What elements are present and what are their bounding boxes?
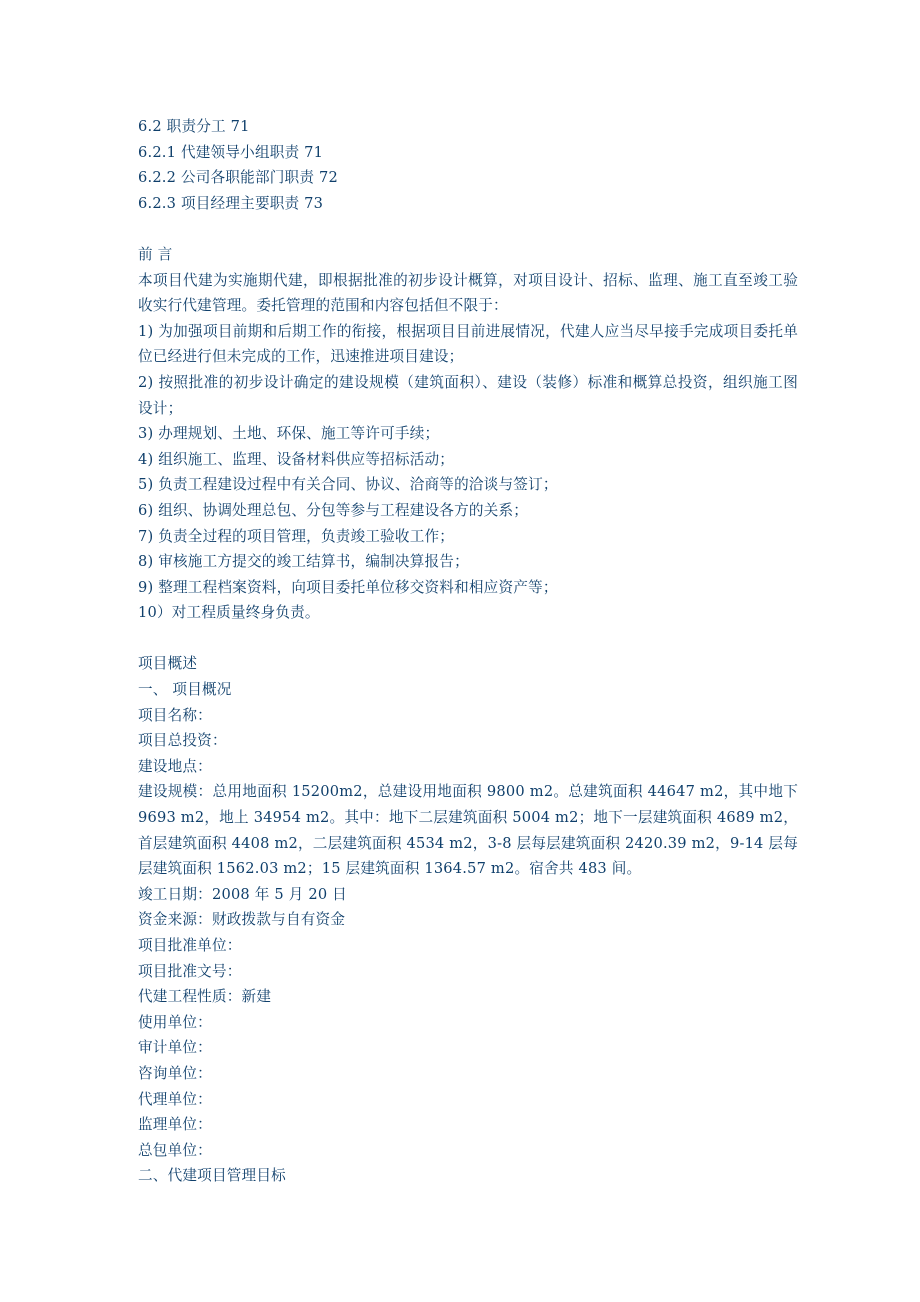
supervision-unit-field: 监理单位： (138, 1116, 212, 1134)
toc-entry[interactable]: 6.2.1 代建领导小组职责 71 (138, 143, 324, 161)
preface-item: 3) 办理规划、土地、环保、施工等许可手续； (138, 425, 440, 443)
spacer (138, 216, 798, 242)
preface-item: 7) 负责全过程的项目管理，负责竣工验收工作； (138, 527, 455, 545)
audit-unit-field: 审计单位： (138, 1039, 212, 1057)
preface-heading: 前 言 (138, 245, 173, 263)
preface-item: 1) 为加强项目前期和后期工作的衔接，根据项目目前进展情况，代建人应当尽早接手完成项目委托单位已经进行但未完成的工作，迅速推进项目建设； (138, 322, 798, 366)
preface-intro: 本项目代建为实施期代建，即根据批准的初步设计概算，对项目设计、招标、监理、施工直至竣工验收实行代建管理。委托管理的范围和内容包括但不限于： (138, 271, 798, 315)
consult-unit-field: 咨询单位： (138, 1064, 212, 1082)
preface-item: 5) 负责工程建设过程中有关合同、协议、洽商等的洽谈与签订； (138, 476, 558, 494)
project-scale-field: 建设规模：总用地面积 15200m2，总建设用地面积 9800 m2。总建筑面积 44647 m2，其中地下 9693 m2，地上 34954 m2。其中：地下二层建筑面积 5004 m2；地下一层建筑面积 4689 m2，首层建筑面积 4408 m2，二层建筑面积 4534 m2，3-8 层每层建筑面积 2420.39 m2，9-14 层每层建筑面积 1562.03 m2；15 层建筑面积 1364.57 m2。宿舍共 483 间。 (138, 783, 798, 878)
user-unit-field: 使用单位： (138, 1013, 212, 1031)
preface-item: 4) 组织施工、监理、设备材料供应等招标活动； (138, 450, 455, 468)
funding-source-field: 资金来源：财政拨款与自有资金 (138, 911, 346, 929)
preface-section (138, 242, 798, 626)
contractor-unit-field: 总包单位： (138, 1141, 212, 1159)
approval-doc-field: 项目批准文号： (138, 962, 242, 980)
project-location-field: 建设地点： (138, 757, 212, 775)
agent-unit-field: 代理单位： (138, 1090, 212, 1108)
toc-entry[interactable]: 6.2.3 项目经理主要职责 73 (138, 194, 324, 212)
overview-section (138, 651, 798, 1188)
project-nature-field: 代建工程性质：新建 (138, 988, 272, 1006)
table-of-contents (138, 114, 798, 216)
approval-unit-field: 项目批准单位： (138, 937, 242, 954)
preface-item: 10）对工程质量终身负责。 (138, 604, 320, 622)
toc-entry[interactable]: 6.2 职责分工 71 (138, 118, 250, 135)
toc-entry[interactable]: 6.2.2 公司各职能部门职责 72 (138, 169, 338, 187)
document-body (138, 114, 798, 1189)
preface-item: 2) 按照批准的初步设计确定的建设规模（建筑面积）、建设（装修）标准和概算总投资，组织施工图设计； (138, 373, 798, 417)
preface-item: 8) 审核施工方提交的竣工结算书，编制决算报告； (138, 553, 469, 571)
spacer (138, 626, 798, 652)
preface-item: 6) 组织、协调处理总包、分包等参与工程建设各方的关系； (138, 501, 529, 519)
section-heading: 一、 项目概况 (138, 681, 232, 699)
project-name-field: 项目名称： (138, 706, 212, 724)
preface-item: 9) 整理工程档案资料，向项目委托单位移交资料和相应资产等； (138, 578, 558, 596)
project-investment-field: 项目总投资： (138, 732, 227, 750)
completion-date-field: 竣工日期：2008 年 5 月 20 日 (138, 885, 347, 903)
section-heading: 二、代建项目管理目标 (138, 1167, 286, 1185)
overview-heading: 项目概述 (138, 655, 198, 673)
